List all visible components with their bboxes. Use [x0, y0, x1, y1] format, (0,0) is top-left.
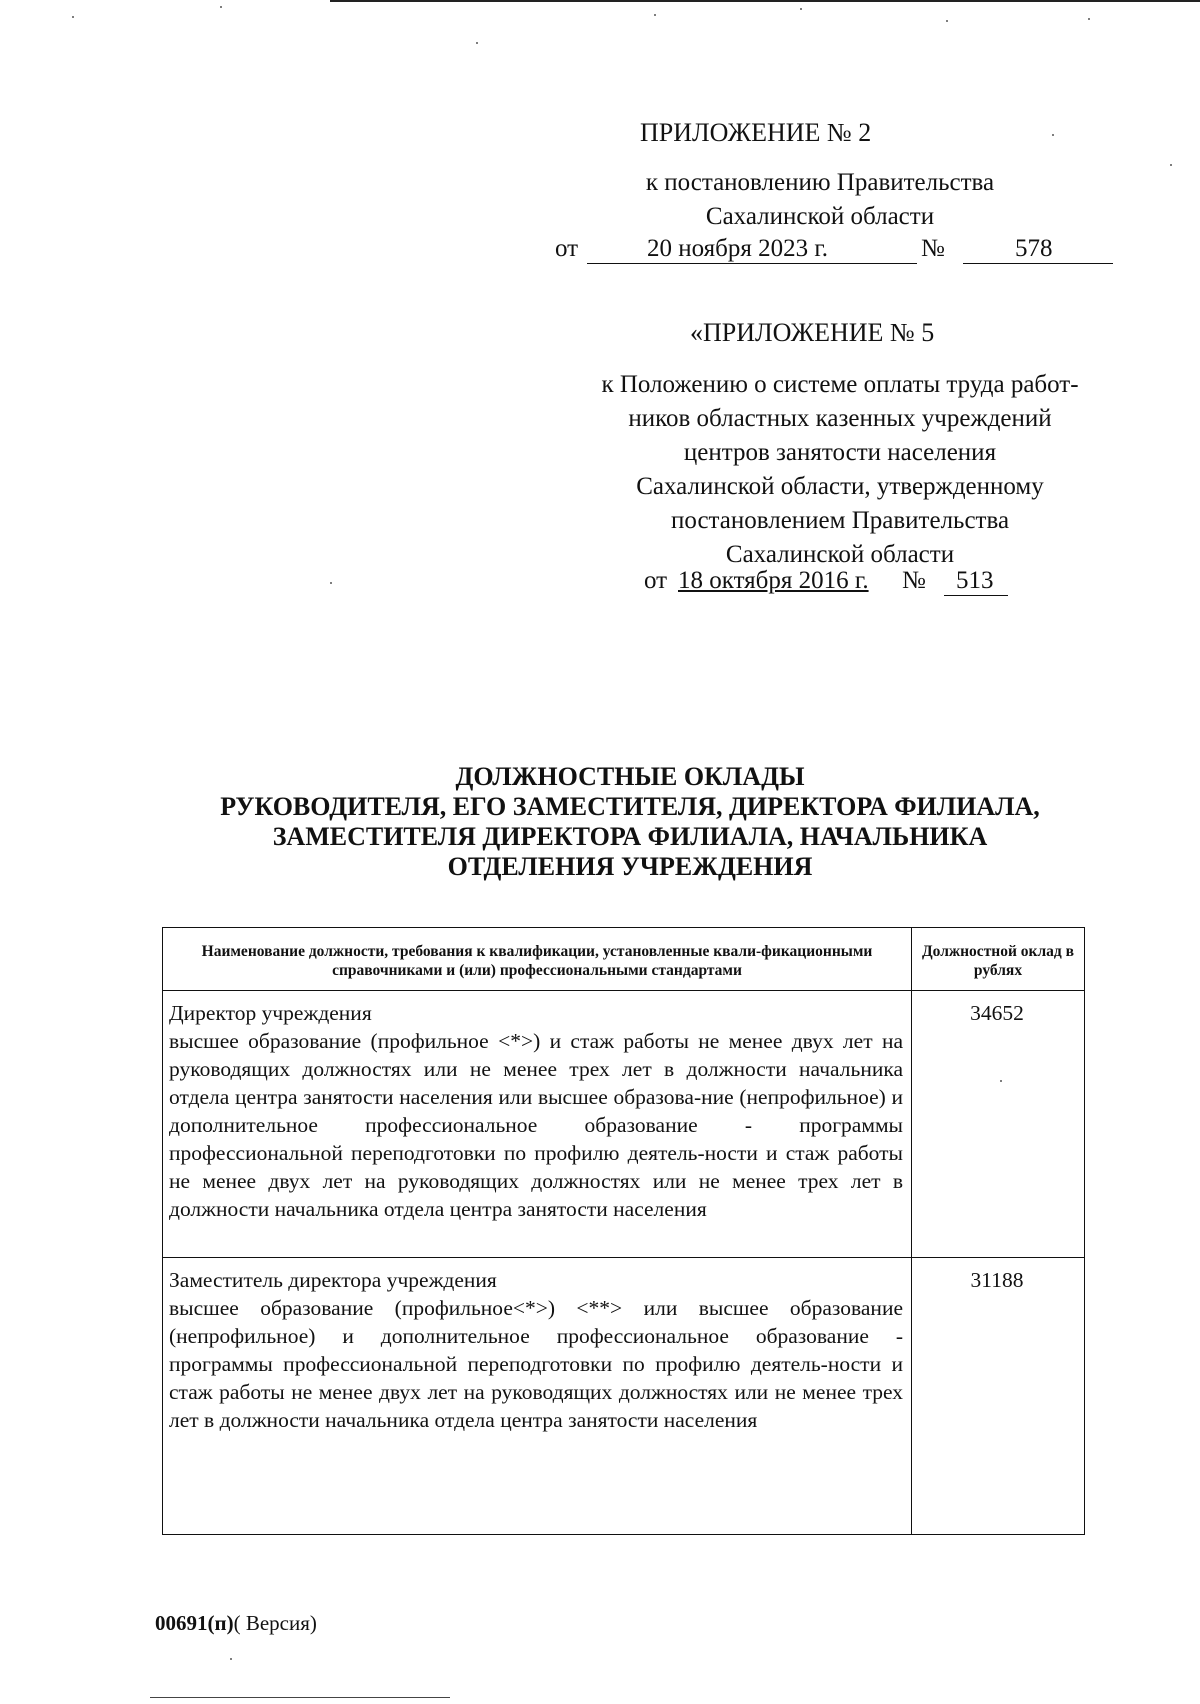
scan-speck — [476, 42, 478, 44]
document-footer — [155, 1610, 317, 1636]
regulation-date-number — [640, 564, 1040, 598]
regulation-line: постановлением Правительства — [670, 507, 1010, 534]
scan-speck — [654, 14, 656, 16]
regulation-date: 18 октября 2016 г. — [678, 567, 869, 594]
scan-speck — [800, 8, 802, 10]
from-label: от — [555, 235, 579, 262]
regulation-line: центров занятости населения — [683, 439, 997, 466]
position-requirements: высшее образование (профильное<*>) <**> или высшее образование (непрофильное) и дополнительное профессиональное образование - программы профессиональной переподготовки по профилю деятель-ности и стаж работы не менее двух лет на руководящих должностях или не менее трех лет в должности начальника отдела центра занятости населения — [169, 1296, 903, 1432]
regulation-line: Сахалинской области, утвержденному — [636, 473, 1044, 500]
heading-line: РУКОВОДИТЕЛЯ, ЕГО ЗАМЕСТИТЕЛЯ, ДИРЕКТОРА ФИЛИАЛА, — [220, 792, 1040, 821]
heading-line: ДОЛЖНОСТНЫЕ ОКЛАДЫ — [455, 762, 805, 791]
region-line: Сахалинской области — [705, 203, 935, 230]
decree-date: 20 ноября 2023 г. — [647, 235, 829, 262]
scan-speck — [1052, 134, 1054, 136]
scan-speck — [72, 16, 74, 18]
appendix-decree-reference — [520, 166, 1120, 234]
scan-speck — [1000, 1080, 1002, 1082]
from-label: от — [644, 567, 668, 594]
scan-bottom-edge — [150, 1697, 450, 1698]
position-title: Заместитель директора учреждения — [169, 1268, 497, 1292]
regulation-number: 513 — [956, 567, 994, 594]
document-code: 00691(п) — [155, 1611, 234, 1635]
position-cell — [163, 991, 912, 1258]
scan-speck — [1088, 18, 1090, 20]
header-position-requirements: Наименование должности, требования к квалификации, установленные квали-фикационными справочниками и (или) профессиональными стандартами — [163, 928, 912, 991]
position-title: Директор учреждения — [169, 1001, 372, 1025]
scan-speck — [220, 6, 222, 8]
decree-number: 578 — [1015, 235, 1053, 262]
table-header-row — [163, 928, 1085, 991]
scan-speck — [330, 582, 332, 584]
heading-line: ЗАМЕСТИТЕЛЯ ДИРЕКТОРА ФИЛИАЛА, НАЧАЛЬНИКА — [272, 822, 988, 851]
scan-top-edge — [330, 0, 1200, 2]
regulation-line: Сахалинской области — [725, 541, 955, 568]
table-row — [163, 991, 1085, 1258]
heading-line: ОТДЕЛЕНИЯ УЧРЕЖДЕНИЯ — [447, 852, 813, 881]
decree-date-number — [555, 232, 1115, 266]
number-label: № — [902, 567, 926, 594]
appendix-title: ПРИЛОЖЕНИЕ № 2 — [640, 118, 872, 147]
scan-speck — [946, 20, 948, 22]
table-row — [163, 1258, 1085, 1535]
number-label: № — [921, 235, 945, 262]
scan-speck — [230, 1658, 232, 1660]
salary-cell: 31188 — [912, 1258, 1085, 1535]
document-heading — [140, 762, 1120, 882]
header-salary: Должностной оклад в рублях — [912, 928, 1085, 991]
document-version: ( Версия) — [233, 1611, 317, 1635]
position-requirements: высшее образование (профильное <*>) и стаж работы не менее двух лет на руководящих должностях или не менее трех лет в должности начальника отдела центра занятости населения или высшее образова-ние (непрофильное) и дополнительное профессиональное образование - программы профессиональной переподготовки по профилю деятель-ности и стаж работы не менее двух лет на руководящих должностях или не менее трех лет в должности начальника отдела центра занятости населения — [169, 1029, 903, 1221]
regulation-line: к Положению о системе оплаты труда работ- — [601, 371, 1079, 398]
salary-table — [162, 927, 1085, 1535]
regulation-reference — [540, 368, 1140, 572]
appendix5-title: «ПРИЛОЖЕНИЕ № 5 — [690, 318, 935, 347]
regulation-line: ников областных казенных учреждений — [628, 405, 1052, 432]
decree-line: к постановлению Правительства — [645, 169, 995, 196]
scan-speck — [1170, 164, 1172, 166]
salary-cell: 34652 — [912, 991, 1085, 1258]
position-cell — [163, 1258, 912, 1535]
